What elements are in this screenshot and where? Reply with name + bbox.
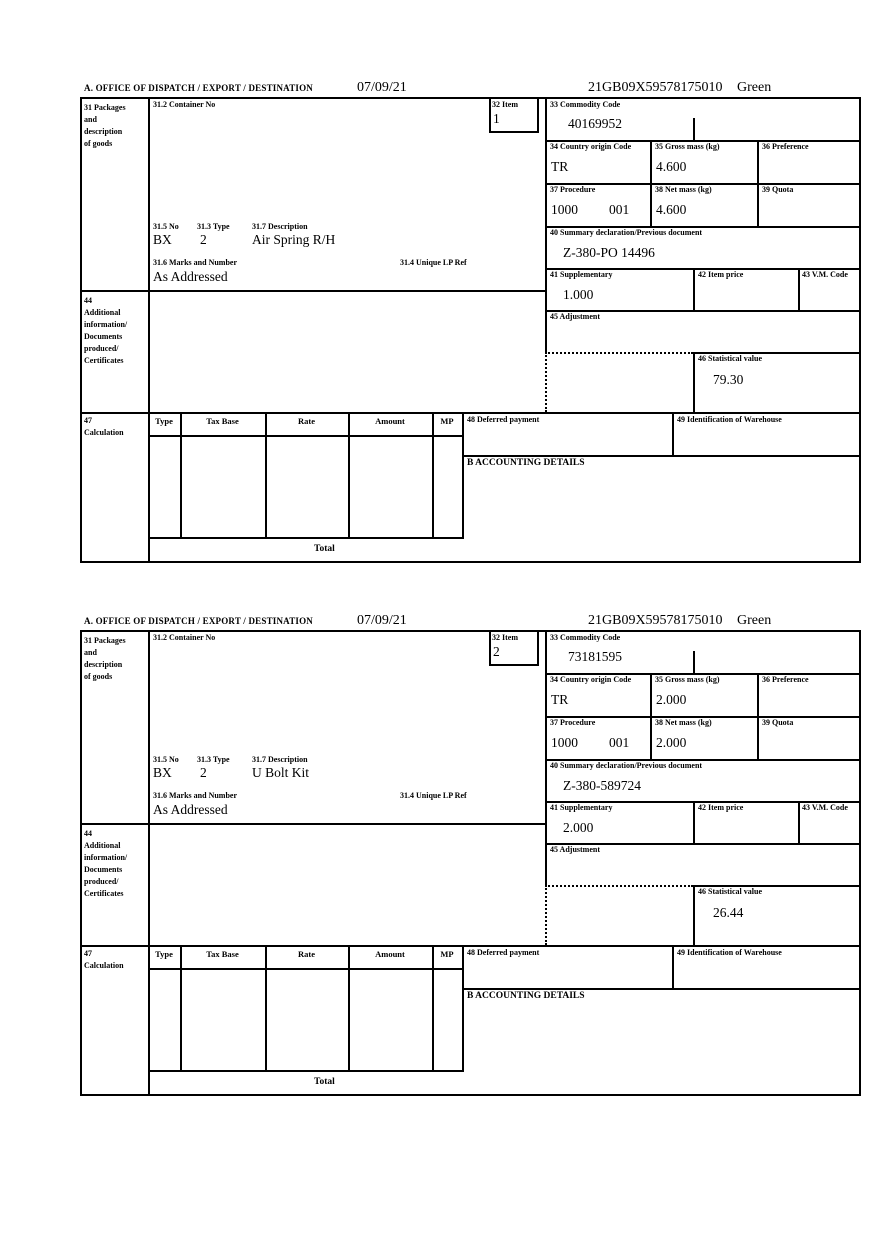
item-number-value: 1	[493, 111, 500, 126]
divider	[798, 268, 800, 310]
box48-deferred-payment-label: 48 Deferred payment	[467, 948, 540, 957]
packages-type-value: 2	[200, 765, 207, 780]
box31-packages-label: 31 Packages and description of goods	[84, 103, 126, 148]
dotted-divider	[545, 352, 693, 354]
divider	[693, 268, 695, 310]
box47-calculation-label: 47 Calculation	[84, 949, 124, 970]
box45-adjustment-label: 45 Adjustment	[550, 312, 601, 321]
box31-6-marks-label: 31.6 Marks and Number	[153, 791, 238, 800]
country-origin-value: TR	[551, 159, 569, 174]
divider	[693, 801, 695, 843]
accounting-details-label: B ACCOUNTING DETAILS	[467, 991, 585, 1001]
box31-4-unique-lp-ref-label: 31.4 Unique LP Ref	[400, 258, 467, 267]
divider	[148, 537, 464, 539]
box47-calculation-label: 47 Calculation	[84, 416, 124, 437]
box39-quota-label: 39 Quota	[762, 718, 794, 727]
gross-mass-value: 2.000	[656, 692, 687, 707]
divider	[432, 412, 434, 537]
commodity-code-value: 73181595	[568, 649, 622, 664]
previous-document-value: Z-380-589724	[563, 778, 641, 793]
box31-2-container-no-label: 31.2 Container No	[153, 633, 216, 642]
movement-reference-number: 21GB09X59578175010	[588, 613, 723, 628]
packages-type-value: 2	[200, 232, 207, 247]
divider	[798, 801, 800, 843]
divider	[348, 945, 350, 1070]
box43-vm-code-label: 43 V.M. Code	[802, 803, 848, 812]
divider	[693, 885, 695, 945]
box40-previous-document-label: 40 Summary declaration/Previous document	[550, 228, 703, 237]
net-mass-value: 2.000	[656, 735, 687, 750]
box32-item-label: 32 Item	[492, 100, 518, 109]
divider	[82, 945, 859, 947]
divider	[180, 412, 182, 537]
box31-packages-label: 31 Packages and description of goods	[84, 636, 126, 681]
declaration-date: 07/09/21	[357, 613, 407, 628]
commodity-code-split-mark	[693, 118, 695, 140]
divider	[265, 945, 267, 1070]
commodity-code-value: 40169952	[568, 116, 622, 131]
procedure-additional-value: 001	[609, 202, 630, 217]
routing-status: Green	[737, 613, 772, 628]
goods-description-value: Air Spring R/H	[252, 232, 336, 247]
calc-total-label: Total	[314, 544, 335, 554]
movement-reference-number: 21GB09X59578175010	[588, 80, 723, 95]
divider	[148, 632, 150, 1094]
marks-and-number-value: As Addressed	[153, 269, 228, 284]
box46-statistical-value-label: 46 Statistical value	[698, 887, 762, 896]
divider	[757, 140, 759, 226]
declaration-item-block	[80, 613, 861, 1096]
box43-vm-code-label: 43 V.M. Code	[802, 270, 848, 279]
supplementary-value: 1.000	[563, 287, 594, 302]
box37-procedure-label: 37 Procedure	[550, 185, 596, 194]
divider	[148, 968, 464, 970]
calc-header-rate: Rate	[298, 416, 315, 426]
box38-net-mass-label: 38 Net mass (kg)	[655, 718, 712, 727]
procedure-value: 1000	[551, 202, 578, 217]
previous-document-value: Z-380-PO 14496	[563, 245, 655, 260]
office-of-dispatch-caption: A. OFFICE OF DISPATCH / EXPORT / DESTINATION	[84, 83, 314, 93]
calc-header-amount: Amount	[375, 949, 405, 959]
packages-no-value: BX	[153, 765, 172, 780]
box31-3-type-label: 31.3 Type	[197, 222, 230, 231]
item-form-box	[80, 630, 861, 1096]
box35-gross-mass-label: 35 Gross mass (kg)	[655, 675, 720, 684]
divider	[265, 412, 267, 537]
box31-5-no-label: 31.5 No	[153, 755, 179, 764]
box31-2-container-no-label: 31.2 Container No	[153, 100, 216, 109]
dotted-divider	[545, 352, 547, 412]
statistical-value: 79.30	[713, 372, 744, 387]
divider	[148, 1070, 464, 1072]
divider	[462, 945, 464, 1070]
divider	[148, 435, 464, 437]
box41-supplementary-label: 41 Supplementary	[550, 803, 613, 812]
office-of-dispatch-caption: A. OFFICE OF DISPATCH / EXPORT / DESTINATION	[84, 616, 314, 626]
divider	[180, 945, 182, 1070]
box42-item-price-label: 42 Item price	[698, 270, 744, 279]
statistical-value: 26.44	[713, 905, 744, 920]
box44-additional-info-label: 44 Additional information/ Documents produced/ Certificates	[84, 829, 128, 898]
box44-additional-info-label: 44 Additional information/ Documents produced/ Certificates	[84, 296, 128, 365]
net-mass-value: 4.600	[656, 202, 687, 217]
supplementary-value: 2.000	[563, 820, 594, 835]
calc-header-amount: Amount	[375, 416, 405, 426]
calc-header-mp: MP	[440, 416, 454, 426]
divider	[672, 945, 674, 988]
declaration-item-block	[80, 80, 861, 563]
box35-gross-mass-label: 35 Gross mass (kg)	[655, 142, 720, 151]
box37-procedure-label: 37 Procedure	[550, 718, 596, 727]
box42-item-price-label: 42 Item price	[698, 803, 744, 812]
box36-preference-label: 36 Preference	[762, 675, 809, 684]
divider	[462, 988, 859, 990]
divider	[148, 99, 150, 561]
calc-total-label: Total	[314, 1077, 335, 1087]
calc-header-mp: MP	[440, 949, 454, 959]
declaration-date: 07/09/21	[357, 80, 407, 95]
procedure-additional-value: 001	[609, 735, 630, 750]
box39-quota-label: 39 Quota	[762, 185, 794, 194]
box40-previous-document-label: 40 Summary declaration/Previous document	[550, 761, 703, 770]
box33-commodity-code-label: 33 Commodity Code	[550, 633, 621, 642]
gross-mass-value: 4.600	[656, 159, 687, 174]
calc-header-type: Type	[155, 416, 173, 426]
packages-no-value: BX	[153, 232, 172, 247]
procedure-value: 1000	[551, 735, 578, 750]
divider	[82, 823, 547, 825]
box32-item-label: 32 Item	[492, 633, 518, 642]
box31-4-unique-lp-ref-label: 31.4 Unique LP Ref	[400, 791, 467, 800]
box31-7-description-label: 31.7 Description	[252, 222, 308, 231]
country-origin-value: TR	[551, 692, 569, 707]
divider	[650, 673, 652, 759]
box41-supplementary-label: 41 Supplementary	[550, 270, 613, 279]
calc-header-tax-base: Tax Base	[206, 949, 239, 959]
divider	[757, 673, 759, 759]
calc-header-type: Type	[155, 949, 173, 959]
divider	[462, 455, 859, 457]
commodity-code-split-mark	[693, 651, 695, 673]
divider	[82, 290, 547, 292]
box31-3-type-label: 31.3 Type	[197, 755, 230, 764]
box48-deferred-payment-label: 48 Deferred payment	[467, 415, 540, 424]
item-number-value: 2	[493, 644, 500, 659]
divider	[462, 412, 464, 537]
box46-statistical-value-label: 46 Statistical value	[698, 354, 762, 363]
marks-and-number-value: As Addressed	[153, 802, 228, 817]
calc-header-rate: Rate	[298, 949, 315, 959]
goods-description-value: U Bolt Kit	[252, 765, 310, 780]
box38-net-mass-label: 38 Net mass (kg)	[655, 185, 712, 194]
box45-adjustment-label: 45 Adjustment	[550, 845, 601, 854]
divider	[348, 412, 350, 537]
divider	[650, 140, 652, 226]
box31-6-marks-label: 31.6 Marks and Number	[153, 258, 238, 267]
box34-country-origin-label: 34 Country origin Code	[550, 142, 632, 151]
box36-preference-label: 36 Preference	[762, 142, 809, 151]
dotted-divider	[545, 885, 693, 887]
box49-warehouse-id-label: 49 Identification of Warehouse	[677, 948, 782, 957]
box33-commodity-code-label: 33 Commodity Code	[550, 100, 621, 109]
box49-warehouse-id-label: 49 Identification of Warehouse	[677, 415, 782, 424]
box31-5-no-label: 31.5 No	[153, 222, 179, 231]
accounting-details-label: B ACCOUNTING DETAILS	[467, 458, 585, 468]
box31-7-description-label: 31.7 Description	[252, 755, 308, 764]
divider	[432, 945, 434, 1070]
divider	[82, 412, 859, 414]
routing-status: Green	[737, 80, 772, 95]
dotted-divider	[545, 885, 547, 945]
item-form-box	[80, 97, 861, 563]
calc-header-tax-base: Tax Base	[206, 416, 239, 426]
box34-country-origin-label: 34 Country origin Code	[550, 675, 632, 684]
divider	[693, 352, 695, 412]
divider	[672, 412, 674, 455]
